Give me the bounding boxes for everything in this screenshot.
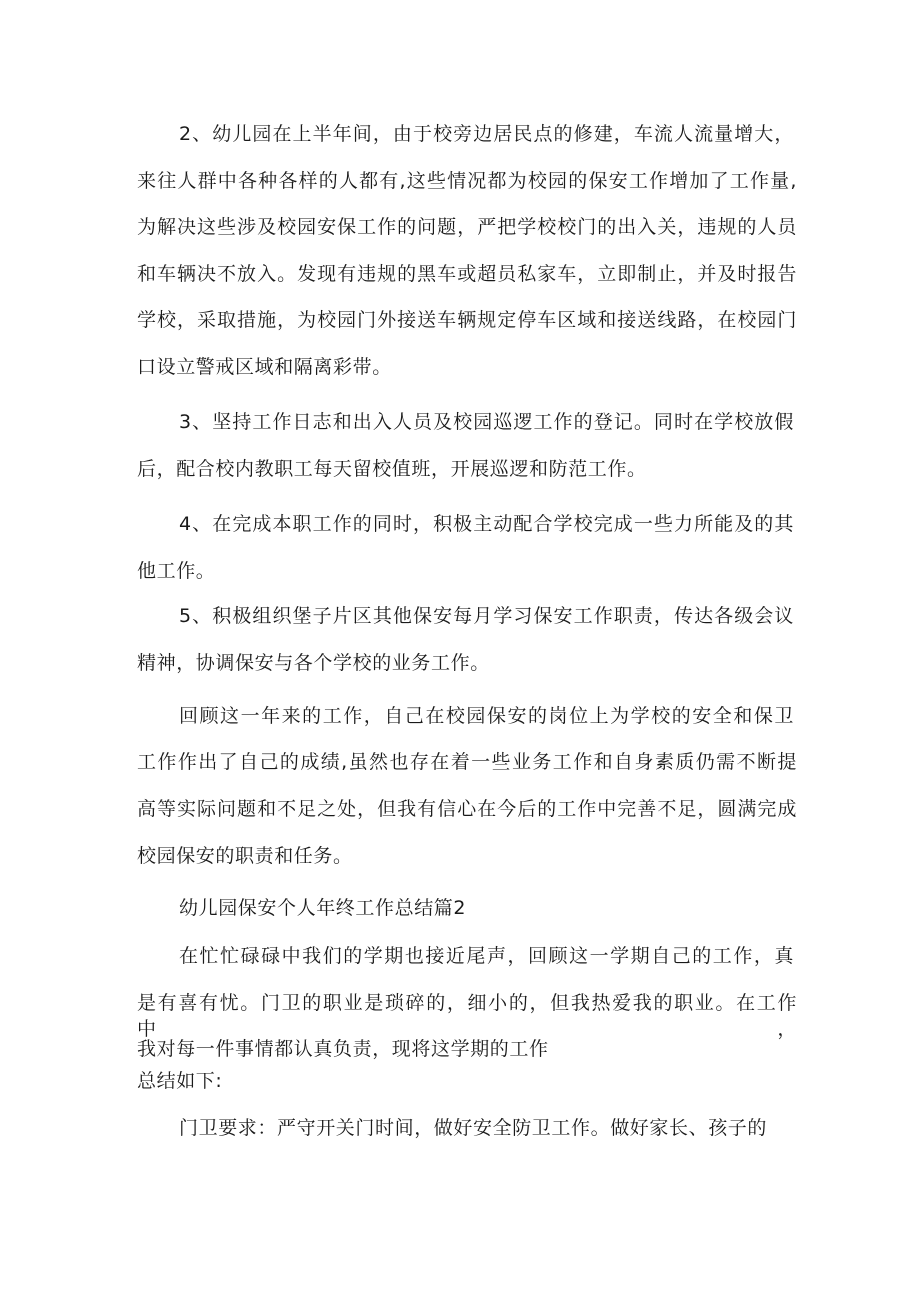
review-line-1: 回顾这一年来的工作，自己在校园保安的岗位上为学校的安全和保卫	[179, 705, 794, 727]
gatekeeper-line-1: 门卫要求：严守开关门时间，做好安全防卫工作。做好家长、孩子的	[179, 1117, 768, 1139]
paragraph-2-line-4: 和车辆决不放入。发现有违规的黑车或超员私家车，立即制止，并及时报告	[137, 263, 797, 285]
paragraph-3-line-1: 3、坚持工作日志和出入人员及校园巡逻工作的登记。同时在学校放假	[179, 411, 794, 433]
review-line-3: 高等实际问题和不足之处，但我有信心在今后的工作中完善不足，圆满完成	[137, 798, 797, 820]
paragraph-2-line-2: 来往人群中各种各样的人都有,这些情况都为校园的保安工作增加了工作量,	[137, 170, 797, 192]
summary-line-3: 我对每一件事情都认真负责，现将这学期的工作	[137, 1038, 549, 1060]
summary-line-1: 在忙忙碌碌中我们的学期也接近尾声，回顾这一学期自己的工作，真	[179, 945, 794, 967]
review-line-2: 工作作出了自己的成绩,虽然也存在着一些业务工作和自身素质仍需不断提	[137, 751, 797, 773]
paragraph-5-line-2: 精神，协调保安与各个学校的业务工作。	[137, 652, 490, 674]
paragraph-2-line-6: 口设立警戒区域和隔离彩带。	[137, 356, 392, 378]
paragraph-5-line-1: 5、积极组织堡子片区其他保安每月学习保安工作职责，传达各级会议	[179, 605, 794, 627]
review-line-4: 校园保安的职责和任务。	[137, 845, 353, 867]
paragraph-2-line-5: 学校，采取措施，为校园门外接送车辆规定停车区域和接送线路，在校园门	[137, 309, 797, 331]
paragraph-4-line-1: 4、在完成本职工作的同时，积极主动配合学校完成一些力所能及的其	[179, 513, 794, 535]
paragraph-3-line-2: 后，配合校内教职工每天留校值班，开展巡逻和防范工作。	[137, 458, 647, 480]
summary-line-2: 是有喜有忧。门卫的职业是琐碎的，细小的，但我热爱我的职业。在工作中，	[137, 992, 797, 1040]
paragraph-4-line-2: 他工作。	[137, 560, 216, 582]
summary-line-4: 总结如下:	[137, 1070, 223, 1092]
paragraph-2-line-3: 为解决这些涉及校园安保工作的问题，严把学校校门的出入关，违规的人员	[137, 216, 797, 238]
section-heading: 幼儿园保安个人年终工作总结篇2	[179, 897, 467, 919]
paragraph-2-line-1: 2、幼儿园在上半年间，由于校旁边居民点的修建，车流人流量增大，	[179, 123, 794, 145]
